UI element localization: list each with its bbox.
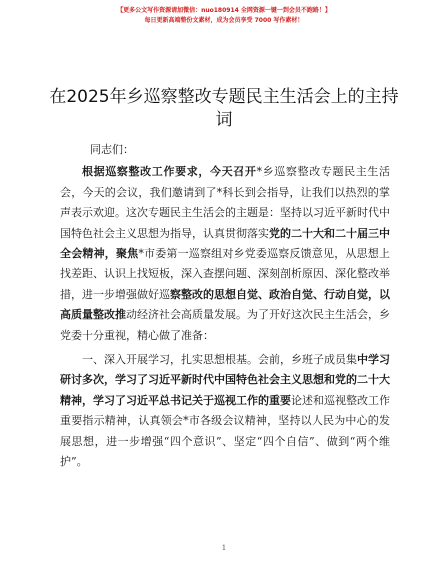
paragraph-2-bold: 中学习研讨多次，学习了习近平新时代中国特色社会主义思想和党的二十大精神，学习了习近平总书记关于巡视工作的重要 xyxy=(60,353,390,407)
paragraph-1 xyxy=(60,162,390,346)
promo-banner xyxy=(0,6,448,26)
paragraph-2-text-2: 论述和巡视整改工作重要指示精神，认真领会*市各级会议精神，坚持以人民为中心的发展思想，进一步增强“四个意识”、坚定“四个自信”、做到“两个维护”。 xyxy=(60,393,390,469)
paragraph-1-text-3: 动经济社会高质量发展。为了开好这次民主生活会，乡党委十分重视，精心做了准备： xyxy=(60,308,390,342)
paragraph-2-text: 一、深入开展学习，扎实思想根基。会前，乡班子成员集 xyxy=(82,353,357,367)
promo-banner-line2: 每日更新高端整份文素材，成为会员享受 7000 写作素材！ xyxy=(144,17,304,24)
page-number: 1 xyxy=(221,544,227,552)
promo-banner-line1: 【更多公文写作资源请加微信：nuo180914 全网资源一键一到会员不跑路！】 xyxy=(117,7,331,14)
document-title: 在2025年乡巡察整改专题民主生活会上的主持词 xyxy=(49,87,399,130)
paragraph-1-text: *乡巡察整改专题民主生活会，今天的会议，我们邀请到了*科长到会指导，让我们以热烈的掌声表示欢迎。这次专题民主生活会的主题是：坚持以习近平新时代中国特色社会主义思想为指导，认真贯彻落实 xyxy=(60,165,391,240)
paragraph-1-text-2: *市委第一巡察组对乡党委巡察反馈意见，从思想上找差距、认识上找短板，深入查摆问题、深刻剖析原因、深化整改举措，进一步增强做好巡 xyxy=(60,247,390,301)
document-body xyxy=(60,140,390,473)
paragraph-2 xyxy=(60,350,390,472)
paragraph-1-bold-2: 党的二十大和二十届三中全会精神，聚焦 xyxy=(60,226,390,261)
paragraph-1-bold-3: 察整改的思想自觉、政治自觉、行动自觉，以高质量整改推 xyxy=(60,287,390,322)
paragraph-1-bold-lead: 根据巡察整改工作要求，今天召开 xyxy=(82,165,257,179)
salutation: 同志们： xyxy=(90,143,134,156)
